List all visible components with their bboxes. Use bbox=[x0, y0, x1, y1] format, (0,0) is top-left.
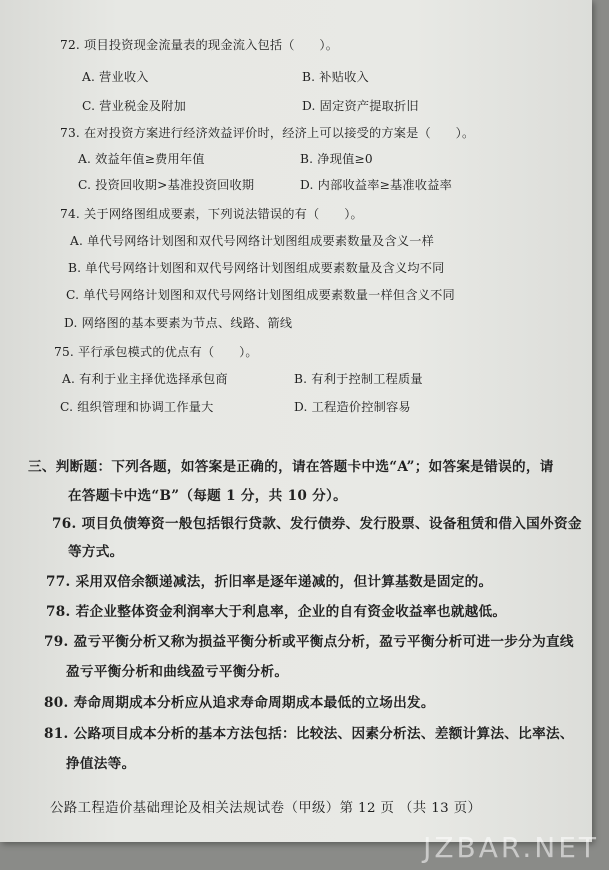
question-73-stem: 73. 在对投资方案进行经济效益评价时，经济上可以接受的方案是（ ）。 bbox=[60, 126, 475, 140]
question-75-option-a: A. 有利于业主择优选择承包商 bbox=[62, 372, 228, 386]
question-72-option-d: D. 固定资产提取折旧 bbox=[302, 99, 419, 113]
question-77: 77. 采用双倍余额递减法，折旧率是逐年递减的，但计算基数是固定的。 bbox=[46, 574, 493, 590]
question-74-option-d: D. 网络图的基本要素为节点、线路、箭线 bbox=[64, 316, 293, 330]
question-73-option-c: C. 投资回收期>基准投资回收期 bbox=[78, 178, 255, 192]
question-74-option-c: C. 单代号网络计划图和双代号网络计划图组成要素数量一样但含义不同 bbox=[66, 288, 455, 302]
question-76: 76. 项目负债筹资一般包括银行贷款、发行债券、发行股票、设备租赁和借入国外资金 bbox=[52, 516, 582, 532]
watermark-text: JZBAR.NET bbox=[423, 831, 599, 864]
question-76-cont: 等方式。 bbox=[68, 544, 124, 560]
question-78: 78. 若企业整体资金利润率大于利息率，企业的自有资金收益率也就越低。 bbox=[46, 604, 507, 620]
page-footer: 公路工程造价基础理论及相关法规试卷（甲级）第 12 页 （共 13 页） bbox=[50, 801, 482, 816]
question-80: 80. 寿命周期成本分析应从追求寿命周期成本最低的立场出发。 bbox=[44, 695, 435, 711]
question-72-option-a: A. 营业收入 bbox=[82, 70, 149, 84]
question-81-cont: 挣值法等。 bbox=[66, 756, 136, 772]
question-79-cont: 盈亏平衡分析和曲线盈亏平衡分析。 bbox=[66, 664, 289, 680]
question-81: 81. 公路项目成本分析的基本方法包括：比较法、因素分析法、差额计算法、比率法、 bbox=[44, 726, 574, 742]
question-74-option-a: A. 单代号网络计划图和双代号网络计划图组成要素数量及含义一样 bbox=[70, 234, 434, 248]
question-74-option-b: B. 单代号网络计划图和双代号网络计划图组成要素数量及含义均不同 bbox=[68, 261, 445, 275]
question-72-option-c: C. 营业税金及附加 bbox=[82, 99, 186, 113]
question-74-stem: 74. 关于网络图组成要素，下列说法错误的有（ ）。 bbox=[60, 207, 363, 221]
question-79: 79. 盈亏平衡分析又称为损益平衡分析或平衡点分析，盈亏平衡分析可进一步分为直线 bbox=[44, 634, 574, 650]
question-72-stem: 72. 项目投资现金流量表的现金流入包括（ ）。 bbox=[60, 38, 339, 52]
question-75-option-c: C. 组织管理和协调工作量大 bbox=[60, 400, 214, 414]
section-3-instructions: 三、判断题：下列各题，如答案是正确的，请在答题卡中选“A”；如答案是错误的，请 bbox=[28, 459, 554, 475]
section-3-instructions-cont: 在答题卡中选“B”（每题 1 分，共 10 分）。 bbox=[68, 488, 348, 504]
question-75-option-b: B. 有利于控制工程质量 bbox=[294, 372, 423, 386]
question-75-stem: 75. 平行承包模式的优点有（ ）。 bbox=[54, 345, 258, 359]
question-73-option-b: B. 净现值≥0 bbox=[300, 152, 373, 166]
question-72-option-b: B. 补贴收入 bbox=[302, 70, 369, 84]
question-75-option-d: D. 工程造价控制容易 bbox=[294, 400, 411, 414]
question-73-option-a: A. 效益年值≥费用年值 bbox=[78, 152, 205, 166]
question-73-option-d: D. 内部收益率≥基准收益率 bbox=[300, 178, 452, 192]
